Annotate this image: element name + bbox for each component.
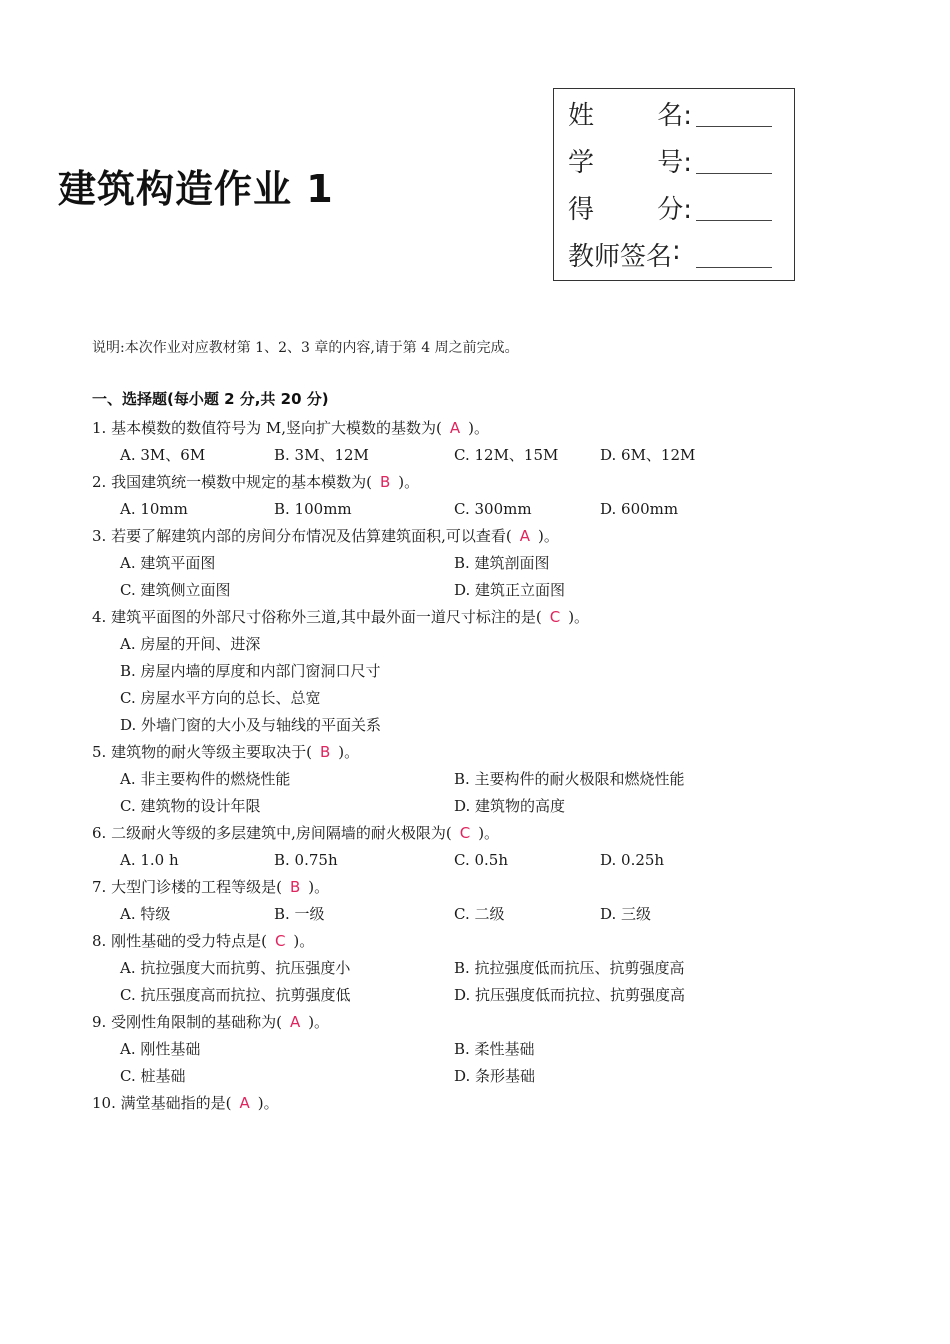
question-text: 6. 二级耐火等级的多层建筑中,房间隔墙的耐火极限为( <box>92 824 452 842</box>
answer-mark: B <box>289 878 301 896</box>
question-end: )。 <box>338 743 360 761</box>
option: A. 非主要构件的燃烧性能 <box>120 770 291 788</box>
option: B. 抗拉强度低而抗压、抗剪强度高 <box>454 959 685 977</box>
option: A. 刚性基础 <box>120 1040 201 1058</box>
score-blank-line[interactable] <box>696 220 772 221</box>
question-text: 8. 刚性基础的受力特点是( <box>92 932 267 950</box>
option: D. 三级 <box>600 905 652 923</box>
question-end: )。 <box>398 473 420 491</box>
option: A. 建筑平面图 <box>120 554 216 572</box>
question-text: 5. 建筑物的耐火等级主要取决于( <box>92 743 312 761</box>
info-label-score-a: 得 <box>568 195 595 225</box>
question-text: 9. 受刚性角限制的基础称为( <box>92 1013 282 1031</box>
question-end: )。 <box>568 608 590 626</box>
option: D. 建筑物的高度 <box>454 797 566 815</box>
info-label-score <box>568 189 692 226</box>
option: B. 房屋内墙的厚度和内部门窗洞口尺寸 <box>120 662 381 680</box>
option: C. 建筑侧立面图 <box>120 581 231 599</box>
question-stem <box>92 877 329 897</box>
option: C. 二级 <box>454 905 505 923</box>
option: B. 柔性基础 <box>454 1040 535 1058</box>
student-id-blank-line[interactable] <box>696 173 772 174</box>
question-end: )。 <box>478 824 500 842</box>
info-row-name <box>568 95 788 135</box>
option: C. 房屋水平方向的总长、总宽 <box>120 689 321 707</box>
question-end: )。 <box>308 878 330 896</box>
option: C. 0.5h <box>454 851 508 869</box>
option: D. 600mm <box>600 500 679 518</box>
question-text: 7. 大型门诊楼的工程等级是( <box>92 878 282 896</box>
option: D. 条形基础 <box>454 1067 536 1085</box>
question-text: 1. 基本模数的数值符号为 M,竖向扩大模数的基数为( <box>92 419 442 437</box>
question-end: )。 <box>293 932 315 950</box>
answer-mark: C <box>549 608 561 626</box>
section-title: 一、选择题(每小题 2 分,共 20 分) <box>92 390 329 408</box>
question-end: )。 <box>537 527 559 545</box>
question-text: 3. 若要了解建筑内部的房间分布情况及估算建筑面积,可以查看( <box>92 527 512 545</box>
option: A. 抗拉强度大而抗剪、抗压强度小 <box>120 959 351 977</box>
option: B. 0.75h <box>274 851 338 869</box>
info-label-teacher-signature-a: 教师签名 <box>568 242 673 272</box>
question-stem <box>92 931 314 951</box>
option: C. 12M、15M <box>454 446 559 464</box>
question-stem <box>92 472 419 492</box>
option: B. 建筑剖面图 <box>454 554 550 572</box>
question-end: )。 <box>257 1094 279 1112</box>
answer-mark: A <box>519 527 530 545</box>
answer-mark: B <box>319 743 331 761</box>
option: B. 100mm <box>274 500 352 518</box>
info-label-teacher-signature <box>568 236 692 273</box>
option: D. 0.25h <box>600 851 665 869</box>
info-label-name <box>568 95 692 132</box>
question-stem <box>92 607 589 627</box>
info-row-student-id <box>568 142 788 182</box>
option: D. 建筑正立面图 <box>454 581 566 599</box>
option: A. 3M、6M <box>120 446 206 464</box>
question-stem <box>92 823 499 843</box>
question-stem <box>92 742 359 762</box>
info-label-student-id-b: 号: <box>657 148 692 178</box>
option: D. 外墙门窗的大小及与轴线的平面关系 <box>120 716 382 734</box>
question-end: )。 <box>308 1013 330 1031</box>
question-stem <box>92 418 489 438</box>
question-stem <box>92 1012 329 1032</box>
info-label-score-b: 分: <box>657 195 692 225</box>
name-blank-line[interactable] <box>696 126 772 127</box>
answer-mark: A <box>289 1013 301 1031</box>
answer-mark: A <box>239 1094 250 1112</box>
question-text: 10. 满堂基础指的是( <box>92 1094 232 1112</box>
answer-mark: C <box>459 824 471 842</box>
info-row-score <box>568 189 788 229</box>
option: A. 特级 <box>120 905 171 923</box>
option: C. 桩基础 <box>120 1067 186 1085</box>
question-stem <box>92 526 559 546</box>
option: A. 10mm <box>120 500 188 518</box>
option: C. 300mm <box>454 500 532 518</box>
option: B. 一级 <box>274 905 325 923</box>
assignment-note: 说明:本次作业对应教材第 1、2、3 章的内容,请于第 4 周之前完成。 <box>92 340 519 356</box>
question-stem <box>92 1093 279 1113</box>
answer-mark: B <box>379 473 391 491</box>
answer-mark: A <box>449 419 461 437</box>
answer-mark: C <box>274 932 286 950</box>
option: C. 建筑物的设计年限 <box>120 797 261 815</box>
option: D. 抗压强度低而抗拉、抗剪强度高 <box>454 986 686 1004</box>
info-label-name-b: 名: <box>657 101 692 131</box>
option: D. 6M、12M <box>600 446 696 464</box>
info-label-student-id <box>568 142 692 179</box>
page-title: 建筑构造作业 1 <box>58 167 334 211</box>
info-row-teacher-signature <box>568 236 788 276</box>
question-text: 4. 建筑平面图的外部尺寸俗称外三道,其中最外面一道尺寸标注的是( <box>92 608 542 626</box>
info-label-teacher-signature-b: : <box>672 236 681 266</box>
option: B. 3M、12M <box>274 446 369 464</box>
teacher-signature-blank-line[interactable] <box>696 267 772 268</box>
info-label-name-a: 姓 <box>568 101 595 131</box>
info-label-student-id-a: 学 <box>568 148 595 178</box>
option: A. 1.0 h <box>120 851 179 869</box>
student-info-box <box>553 88 795 281</box>
option: C. 抗压强度高而抗拉、抗剪强度低 <box>120 986 351 1004</box>
option: B. 主要构件的耐火极限和燃烧性能 <box>454 770 685 788</box>
question-text: 2. 我国建筑统一模数中规定的基本模数为( <box>92 473 372 491</box>
option: A. 房屋的开间、进深 <box>120 635 261 653</box>
question-end: )。 <box>468 419 489 437</box>
